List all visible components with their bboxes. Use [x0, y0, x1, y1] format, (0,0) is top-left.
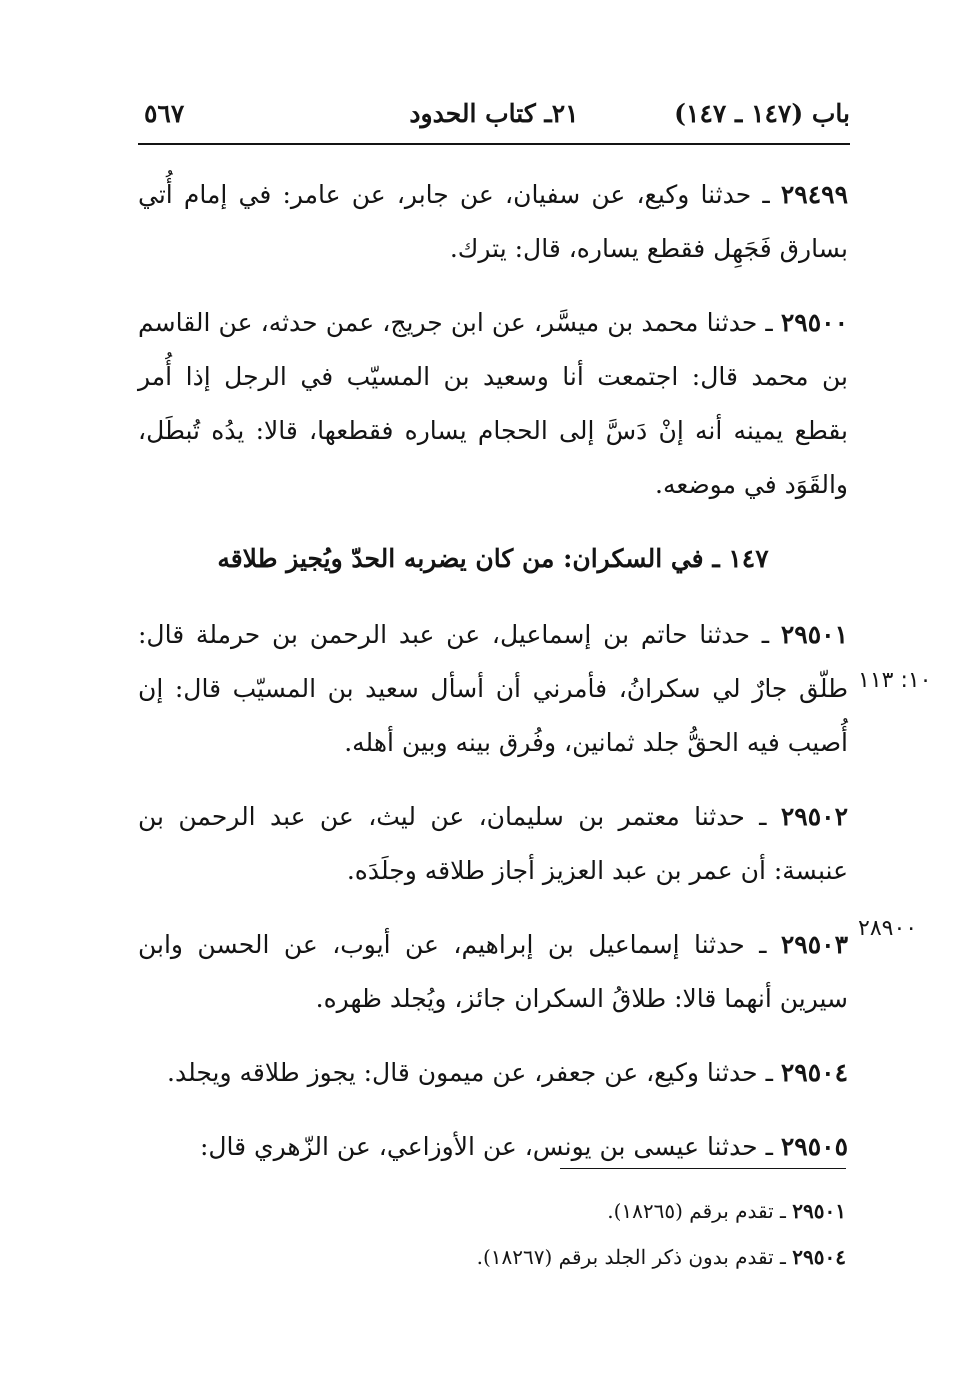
hadith-text: ـ حدثنا وكيع، عن سفيان، عن جابر، عن عامر: في إمام أُتي بسارق فَجَهِل فقطع يساره، قال: يترك. [138, 180, 848, 263]
hadith-text: ـ حدثنا وكيع، عن جعفر، عن ميمون قال: يجوز طلاقه ويجلد. [167, 1058, 781, 1087]
hadith-text: ـ حدثنا إسماعيل بن إبراهيم، عن أيوب، عن الحسن وابن سيرين أنهما قالا: طلاقُ السكران جائز، ويُجلد ظهره. [138, 930, 848, 1013]
hadith-number: ٢٩٥٠٥ [780, 1132, 848, 1161]
hadith-number: ٢٩٥٠٠ [780, 308, 848, 337]
footnote [138, 1188, 846, 1234]
book-title: ٢١ـ كتاب الحدود [409, 99, 579, 128]
header-rule [138, 143, 850, 145]
hadith-entry [138, 790, 848, 898]
main-text [138, 168, 848, 1194]
margin-reference: ١٠: ١١٣ [858, 668, 932, 693]
hadith-text: ـ حدثنا معتمر بن سليمان، عن ليث، عن عبد الرحمن بن عنبسة: أن عمر بن عبد العزيز أجاز طلاقه وجلَدَه. [138, 802, 848, 885]
running-header [138, 96, 850, 136]
footnote [138, 1234, 846, 1280]
hadith-text: ـ حدثنا حاتم بن إسماعيل، عن عبد الرحمن بن حرملة قال: طلّق جارٌ لي سكرانُ، فأمرني أن أسأل سعيد بن المسيّب قال: إن أُصيب فيه الحقُّ جلد ثمانين، وفُرق بينه وبين أهله. [138, 620, 848, 757]
hadith-entry [138, 918, 848, 1026]
hadith-entry [138, 1120, 848, 1174]
hadith-entry [138, 1046, 848, 1100]
page-number: ٥٦٧ [144, 99, 185, 128]
hadith-text: ـ حدثنا عيسى بن يونس، عن الأوزاعي، عن الزّهري قال: [199, 1132, 781, 1161]
footnote-text: ـ تقدم برقم (١٨٢٦٥). [607, 1199, 793, 1223]
footnote-number: ٢٩٥٠٤ [792, 1245, 846, 1269]
footnote-number: ٢٩٥٠١ [792, 1199, 846, 1223]
hadith-number: ٢٩٥٠١ [780, 620, 848, 649]
hadith-number: ٢٩٥٠٣ [780, 930, 848, 959]
hadith-entry [138, 168, 848, 276]
hadith-number: ٢٩٥٠٢ [780, 802, 848, 831]
footnote-rule [560, 1168, 846, 1169]
hadith-entry [138, 608, 848, 770]
margin-reference: ٢٨٩٠٠ [858, 916, 918, 941]
hadith-text: ـ حدثنا محمد بن ميسَّر، عن ابن جريج، عمن حدثه، عن القاسم بن محمد قال: اجتمعت أنا وسعيد بن المسيّب في الرجل إذا أُمر بقطع يمينه أنه إنْ دَسَّ إلى الحجام يساره فقطعها، قالا: يدُه تُبطَل، والقَوَد في موضعه. [138, 308, 848, 499]
footnotes [138, 1188, 846, 1280]
footnote-text: ـ تقدم بدون ذكر الجلد برقم (١٨٢٦٧). [476, 1245, 793, 1269]
hadith-entry [138, 296, 848, 512]
hadith-number: ٢٩٥٠٤ [780, 1058, 848, 1087]
hadith-number: ٢٩٤٩٩ [780, 180, 848, 209]
chapter-reference: باب (١٤٧ ـ ١٤٧) [674, 99, 850, 128]
section-heading: ١٤٧ ـ في السكران: من كان يضربه الحدّ ويُجيز طلاقه [217, 544, 769, 573]
